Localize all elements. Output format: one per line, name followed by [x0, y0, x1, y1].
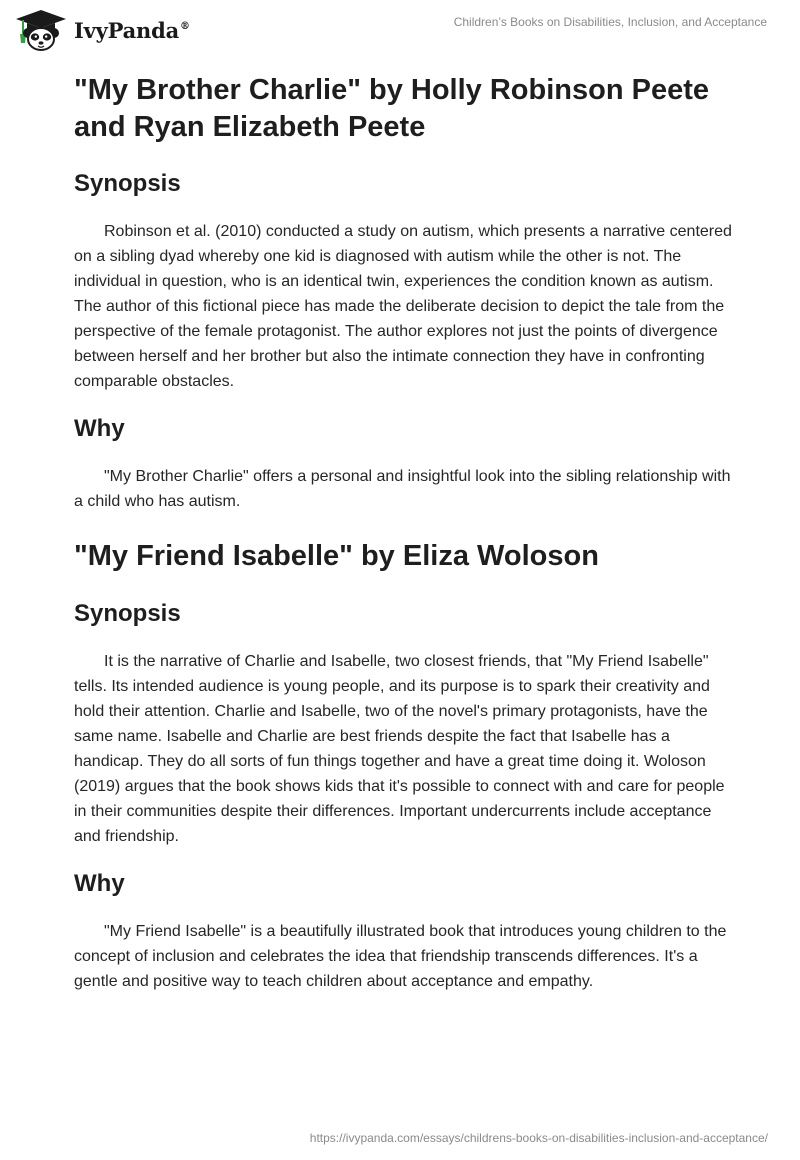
section-title: "My Brother Charlie" by Holly Robinson Peete and Ryan Elizabeth Peete	[74, 74, 709, 143]
article-content	[74, 72, 734, 994]
why-heading: Why	[74, 415, 125, 442]
why-paragraph: "My Friend Isabelle" is a beautifully illustrated book that introduces young children to the concept of inclusion and celebrates the idea that friendship transcends differences. It's a gentle and positive way to teach children about acceptance and empathy.	[74, 923, 727, 990]
synopsis-paragraph: It is the narrative of Charlie and Isabelle, two closest friends, that "My Friend Isabelle" tells. Its intended audience is young people, and its purpose is to spark their creativity and hold their attention. Charlie and Isabelle, two of the novel's primary protagonists, have the same name. Isabelle and Charlie are best friends despite the fact that Isabelle has a handicap. They do all sorts of fun things together and have a great time doing it. Woloson (2019) argues that the book shows kids that it's possible to connect with and care for people in their communities despite their differences. Important undercurrents include acceptance and friendship.	[74, 653, 725, 845]
panda-graduate-icon	[14, 8, 68, 52]
page-header	[0, 0, 800, 60]
ivypanda-logo[interactable]	[14, 8, 190, 52]
synopsis-heading: Synopsis	[74, 170, 181, 197]
document-title: Children’s Books on Disabilities, Inclusion, and Acceptance	[453, 15, 767, 29]
why-paragraph: "My Brother Charlie" offers a personal and insightful look into the sibling relationship with a child who has autism.	[74, 468, 731, 510]
synopsis-paragraph: Robinson et al. (2010) conducted a study on autism, which presents a narrative centered on a sibling dyad whereby one kid is diagnosed with autism while the other is not. The individual in question, who is an identical twin, experiences the condition known as autism. The author of this fictional piece has made the deliberate decision to depict the tale from the perspective of the female protagonist. The author explores not just the points of divergence between herself and her brother but also the intimate connection they have in confronting comparable obstacles.	[74, 223, 732, 390]
source-url[interactable]: https://ivypanda.com/essays/childrens-books-on-disabilities-inclusion-and-acceptance/	[309, 1131, 768, 1145]
synopsis-heading: Synopsis	[74, 600, 181, 627]
why-heading: Why	[74, 870, 125, 897]
section-title: "My Friend Isabelle" by Eliza Woloson	[74, 540, 599, 572]
logo-wordmark: IvyPanda®	[74, 17, 190, 43]
